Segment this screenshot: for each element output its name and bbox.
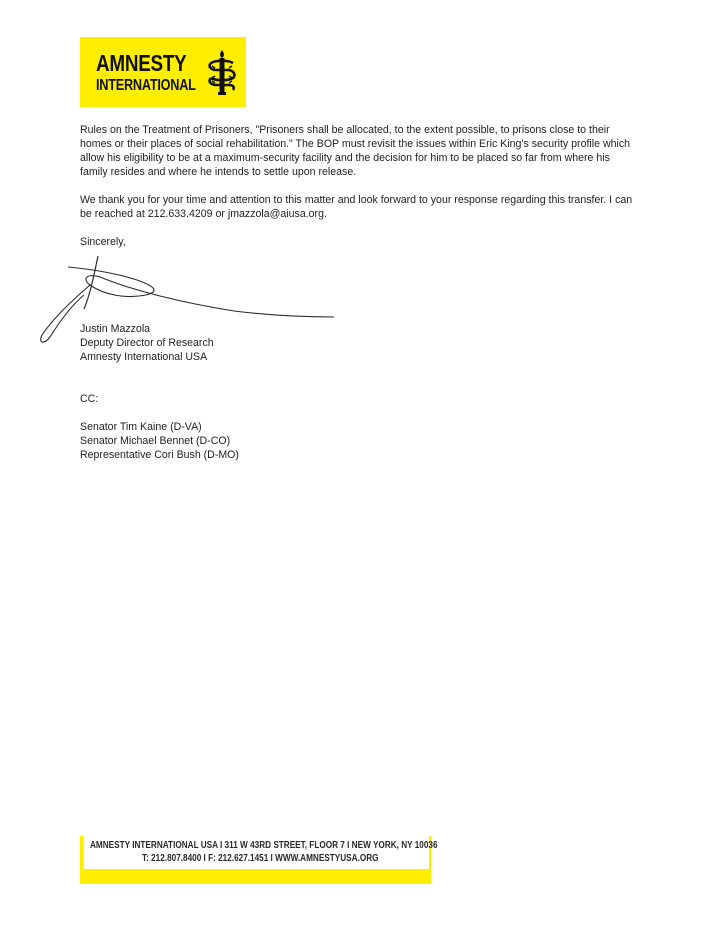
- signer-org: Amnesty International USA: [80, 351, 208, 363]
- paragraph-prisoner-allocation: Rules on the Treatment of Prisoners, "Prisoners shall be allocated, to the extent possible, to prisons close to their homes or their places of social rehabilitation." The BOP must revisit the issues within Eric King's security profile which allow his eligibility to be at a maximum-security facility and the decision for him to be placed so far from where his family resides and where he intends to settle upon release.: [80, 124, 631, 178]
- footer-address-box: [84, 836, 438, 869]
- logo-line-amnesty: AMNESTY: [96, 50, 187, 76]
- closing: Sincerely,: [80, 236, 126, 248]
- cc-label: CC:: [80, 393, 99, 405]
- signer-title: Deputy Director of Research: [80, 337, 214, 349]
- cc-item: Senator Tim Kaine (D-VA): [80, 421, 202, 433]
- signer-block: [80, 322, 214, 364]
- footer-contact: T: 212.807.8400 I F: 212.627.1451 I WWW.AMNESTYUSA.ORG: [142, 853, 379, 864]
- cc-list: [80, 420, 239, 462]
- paragraph-thanks: We thank you for your time and attention to this matter and look forward to your response regarding this transfer. I can be reached at 212.633.4209 or jmazzola@aiusa.org.: [80, 194, 633, 220]
- cc-item: Senator Michael Bennet (D-CO): [80, 435, 231, 447]
- logo-line-international: INTERNATIONAL: [96, 77, 196, 94]
- footer-address: AMNESTY INTERNATIONAL USA I 311 W 43RD STREET, FLOOR 7 I NEW YORK, NY 10036: [90, 840, 438, 851]
- logo-wordmark: [96, 52, 196, 94]
- letter-body: [80, 123, 640, 249]
- signer-name: Justin Mazzola: [80, 323, 151, 335]
- cc-item: Representative Cori Bush (D-MO): [80, 449, 239, 461]
- candle-in-barbed-wire-icon: [206, 47, 238, 97]
- letterhead-footer: [80, 836, 438, 884]
- amnesty-logo: [80, 37, 246, 107]
